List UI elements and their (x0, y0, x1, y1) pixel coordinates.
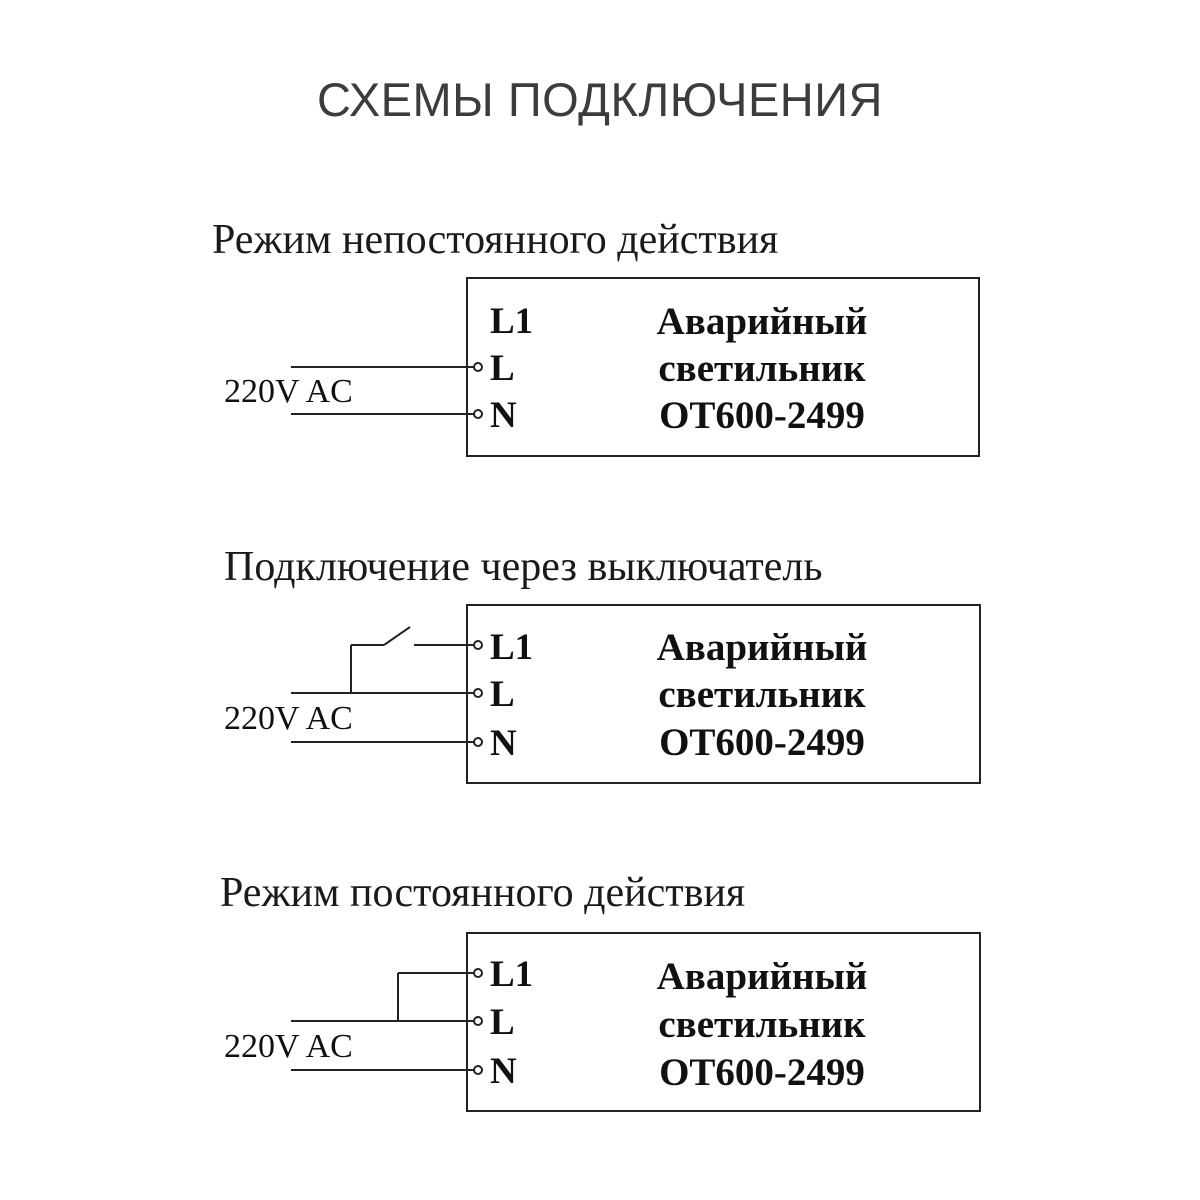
device-line-2: светильник (658, 347, 866, 390)
device-line-2: светильник (658, 673, 866, 716)
terminal-l1-label: L1 (490, 954, 534, 995)
diagram-title-switched: Подключение через выключатель (224, 544, 823, 590)
terminal-l-label: L (490, 348, 515, 389)
terminal-l-label: L (490, 1002, 515, 1043)
terminal-l1-label: L1 (490, 301, 534, 342)
diagram-title-non-maintained: Режим непостоянного действия (212, 217, 779, 263)
supply-label: 220V AC (224, 700, 353, 737)
terminal-l1-dot (474, 969, 482, 977)
diagram-title-maintained: Режим постоянного действия (220, 870, 746, 916)
terminal-l-dot (474, 1017, 482, 1025)
device-line-1: Аварийный (656, 955, 868, 998)
diagram-switched (224, 605, 980, 783)
switch-contact (384, 627, 410, 645)
terminal-l1-dot (474, 641, 482, 649)
terminal-l-dot (474, 363, 482, 371)
supply-label: 220V AC (224, 1028, 353, 1065)
diagram-non-maintained (224, 278, 979, 456)
supply-label: 220V AC (224, 373, 353, 410)
terminal-l-label: L (490, 674, 515, 715)
terminal-n-dot (474, 738, 482, 746)
device-line-3: OT600-2499 (659, 721, 865, 764)
page-title: СХЕМЫ ПОДКЛЮЧЕНИЯ (317, 73, 883, 126)
device-line-3: OT600-2499 (659, 1051, 865, 1094)
terminal-n-label: N (490, 1051, 517, 1092)
terminal-l1-label: L1 (490, 627, 534, 668)
device-line-2: светильник (658, 1003, 866, 1046)
terminal-l-dot (474, 689, 482, 697)
terminal-n-dot (474, 410, 482, 418)
diagram-maintained (224, 933, 980, 1111)
terminal-n-dot (474, 1066, 482, 1074)
terminal-n-label: N (490, 723, 517, 764)
device-line-1: Аварийный (656, 626, 868, 669)
terminal-n-label: N (490, 395, 517, 436)
device-line-3: OT600-2499 (659, 394, 865, 437)
device-line-1: Аварийный (656, 300, 868, 343)
